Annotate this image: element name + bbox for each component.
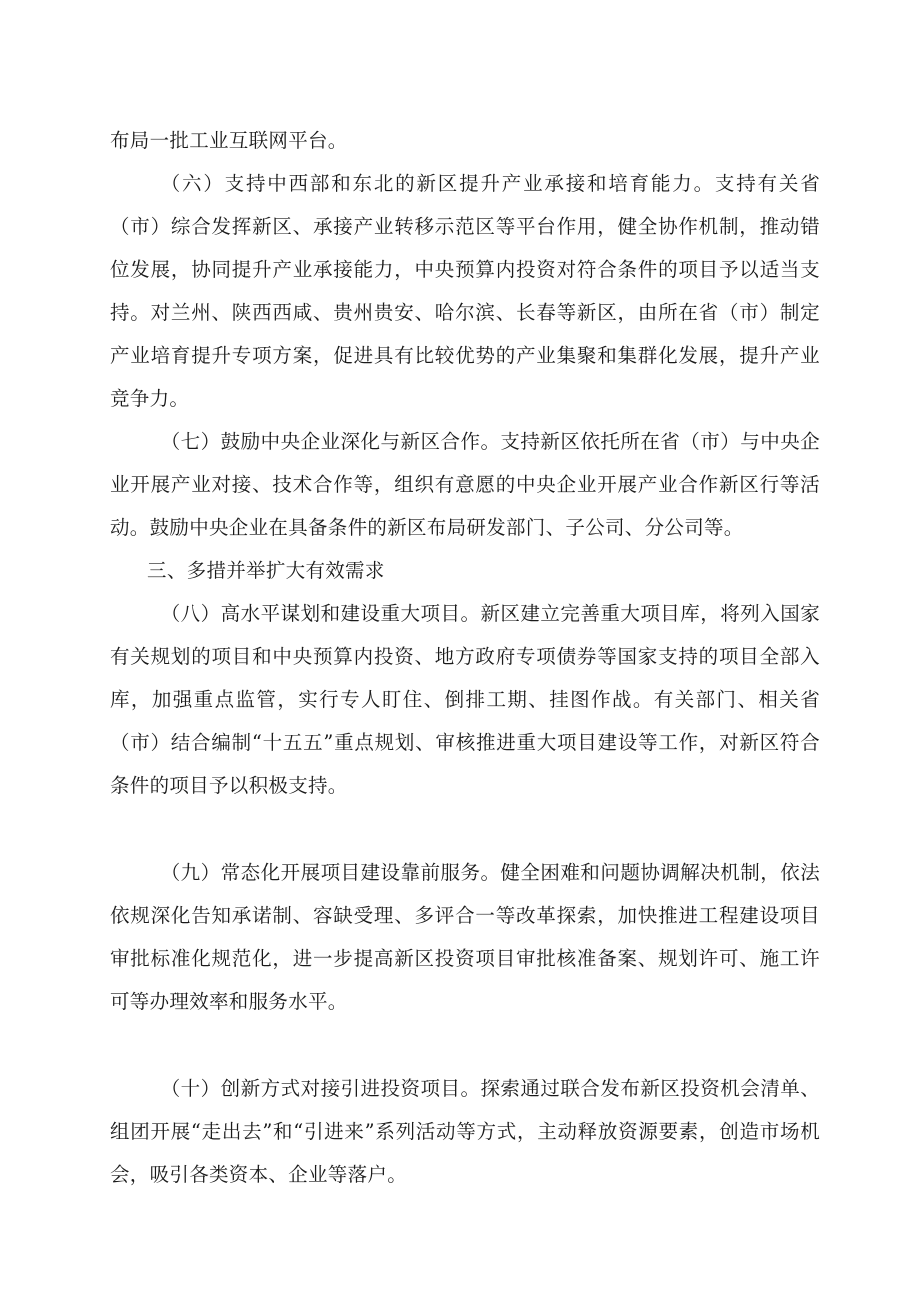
paragraph-item-7: （七）鼓励中央企业深化与新区合作。支持新区依托所在省（市）与中央企业开展产业对接、技术合作等，组织有意愿的中央企业开展产业合作新区行等活动。鼓励中央企业在具备条件的新区布局研发部门、子公司、分公司等。 bbox=[110, 430, 820, 539]
paragraph-item-9: （九）常态化开展项目建设靠前服务。健全困难和问题协调解决机制，依法依规深化告知承诺制、容缺受理、多评合一等改革探索，加快推进工程建设项目审批标准化规范化，进一步提高新区投资项目审批核准备案、规划许可、施工许可等办理效率和服务水平。 bbox=[110, 861, 820, 1013]
section-heading-3: 三、多措并举扩大有效需求 bbox=[147, 559, 385, 582]
paragraph-continuation: 布局一批工业互联网平台。 bbox=[110, 129, 348, 152]
paragraph-item-10: （十）创新方式对接引进投资项目。探索通过联合发布新区投资机会清单、组团开展“走出去”和“引进来”系列活动等方式，主动释放资源要素，创造市场机会，吸引各类资本、企业等落户。 bbox=[110, 1077, 820, 1186]
paragraph-item-8: （八）高水平谋划和建设重大项目。新区建立完善重大项目库，将列入国家有关规划的项目和中央预算内投资、地方政府专项债券等国家支持的项目全部入库，加强重点监管，实行专人盯住、倒排工期、挂图作战。有关部门、相关省（市）结合编制“十五五”重点规划、审核推进重大项目建设等工作，对新区符合条件的项目予以积极支持。 bbox=[110, 602, 820, 797]
paragraph-item-6: （六）支持中西部和东北的新区提升产业承接和培育能力。支持有关省（市）综合发挥新区、承接产业转移示范区等平台作用，健全协作机制，推动错位发展，协同提升产业承接能力，中央预算内投资对符合条件的项目予以适当支持。对兰州、陕西西咸、贵州贵安、哈尔滨、长春等新区，由所在省（市）制定产业培育提升专项方案，促进具有比较优势的产业集聚和集群化发展，提升产业竞争力。 bbox=[110, 172, 820, 410]
